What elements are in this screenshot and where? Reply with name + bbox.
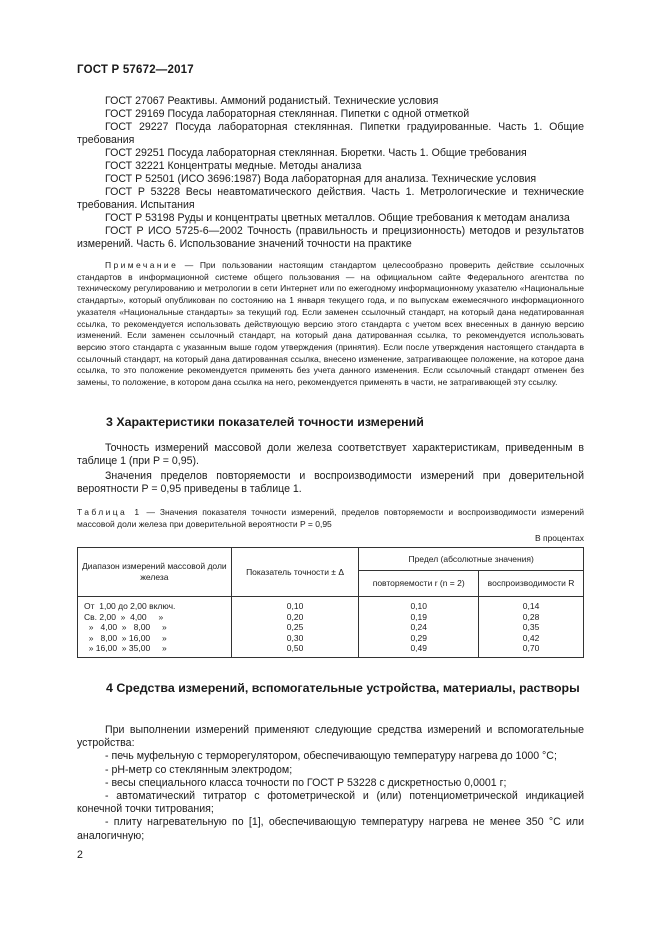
reference-item: ГОСТ Р 52501 (ИСО 3696:1987) Вода лабораторная для анализа. Технические условия — [105, 173, 537, 185]
header-repeatability: повторяемости r (n = 2) — [359, 571, 479, 597]
table-units: В процентах — [534, 533, 584, 543]
list-item: - печь муфельную с терморегулятором, обеспечивающую температуру нагрева до 1000 °С; — [105, 750, 557, 763]
table-caption-label: Таблица 1 — [77, 507, 142, 517]
table-row: » 4,00 » 8,00 » 0,25 0,24 0,35 — [78, 622, 584, 633]
equipment-list — [77, 724, 584, 843]
reference-note — [77, 260, 584, 389]
table-row: » 16,00 » 35,00 » 0,50 0,49 0,70 — [78, 643, 584, 657]
reference-item: ГОСТ 29251 Посуда лабораторная стеклянная. Бюретки. Часть 1. Общие требования — [105, 147, 527, 159]
section-3-paragraph-1: Точность измерений массовой доли железа соответствует характеристикам, приведенным в таблице 1 (при P = 0,95). — [77, 442, 584, 468]
accuracy-table — [77, 547, 584, 658]
section-3-paragraph-2: Значения пределов повторяемости и воспроизводимости измерений при доверительной вероятности P = 0,95 приведены в таблице 1. — [77, 470, 584, 496]
page-number: 2 — [77, 849, 83, 861]
header-limit: Предел (абсолютные значения) — [359, 548, 584, 571]
table-caption-text: — Значения показателя точности измерений, пределов повторяемости и воспроизводимости измерений массовой доли железа при доверительной вероятности P = 0,95 — [77, 507, 584, 529]
reference-item: ГОСТ 32221 Концентраты медные. Методы анализа — [105, 160, 362, 172]
table-caption — [77, 507, 584, 531]
table-row: » 8,00 » 16,00 » 0,30 0,29 0,42 — [78, 633, 584, 644]
note-text: — При пользовании настоящим стандартом целесообразно проверить действие ссылочных стандартов в информационной системе общего пользования — на официальном сайте Федерального агентства по техническому регулированию и метрологии в сети Интернет или по ежегодному информационному указателю «Национальные стандарты», который опубликован по состоянию на 1 января текущего года, и по выпускам ежемесячного информационного указателя «Национальные стандарты» за текущий год. Если заменен ссылочный стандарт, на который дана недатированная ссылка, то рекомендуется использовать действующую версию этого стандарта с учетом всех внесенных в данную версию изменений. Если заменен ссылочный стандарт, на который дана датированная ссылка, то рекомендуется использовать версию этого стандарта с указанным выше годом утверждения (принятия). Если после утверждения настоящего стандарта в ссылочный стандарт, на который дана датированная ссылка, внесено изменение, затрагивающее положение, на которое дана ссылка, то это положение рекомендуется применять без учета данного изменения. Если ссылочный стандарт отменен без замены, то положение, в котором дана ссылка на него, рекомендуется применять в части, не затрагивающей эту ссылку. — [77, 260, 584, 388]
header-accuracy: Показатель точности ± Δ — [231, 548, 359, 597]
section-3-title: 3 Характеристики показателей точности измерений — [106, 415, 424, 429]
list-item: - рН-метр со стеклянным электродом; — [105, 763, 293, 776]
equipment-intro: При выполнении измерений применяют следующие средства измерений и вспомогательные устройства: — [77, 724, 584, 750]
table-row: От 1,00 до 2,00 включ. 0,10 0,10 0,14 — [78, 597, 584, 612]
reference-list — [77, 95, 584, 251]
list-item: - автоматический титратор с фотометрической и (или) потенциометрической индикацией конечной точки титрования; — [77, 790, 584, 816]
reference-item: ГОСТ 29169 Посуда лабораторная стеклянная. Пипетки с одной отметкой — [105, 108, 470, 120]
list-item: - весы специального класса точности по ГОСТ Р 53228 с дискретностью 0,0001 г; — [105, 776, 507, 789]
reference-item: ГОСТ 29227 Посуда лабораторная стеклянная. Пипетки градуированные. Часть 1. Общие требования — [77, 121, 584, 146]
reference-item: ГОСТ Р 53198 Руды и концентраты цветных металлов. Общие требования к методам анализа — [105, 212, 570, 224]
header-reproducibility: воспроизводимости R — [479, 571, 584, 597]
reference-item: ГОСТ 27067 Реактивы. Аммоний роданистый. Технические условия — [105, 95, 439, 107]
section-4-title: 4 Средства измерений, вспомогательные устройства, материалы, растворы — [106, 681, 580, 695]
document-header: ГОСТ Р 57672—2017 — [77, 64, 194, 76]
table-row: Св. 2,00 » 4,00 » 0,20 0,19 0,28 — [78, 612, 584, 623]
header-range: Диапазон измерений массовой доли железа — [78, 548, 232, 597]
note-label: Примечание — [105, 260, 179, 270]
list-item: - плиту нагревательную по [1], обеспечивающую температуру нагрева не менее 350 °С или аналогичную; — [77, 816, 584, 842]
reference-item: ГОСТ Р ИСО 5725-6—2002 Точность (правильность и прецизионность) методов и результатов измерений. Часть 6. Использование значений точности на практике — [77, 225, 584, 250]
reference-item: ГОСТ Р 53228 Весы неавтоматического действия. Часть 1. Метрологические и технические требования. Испытания — [77, 186, 584, 211]
